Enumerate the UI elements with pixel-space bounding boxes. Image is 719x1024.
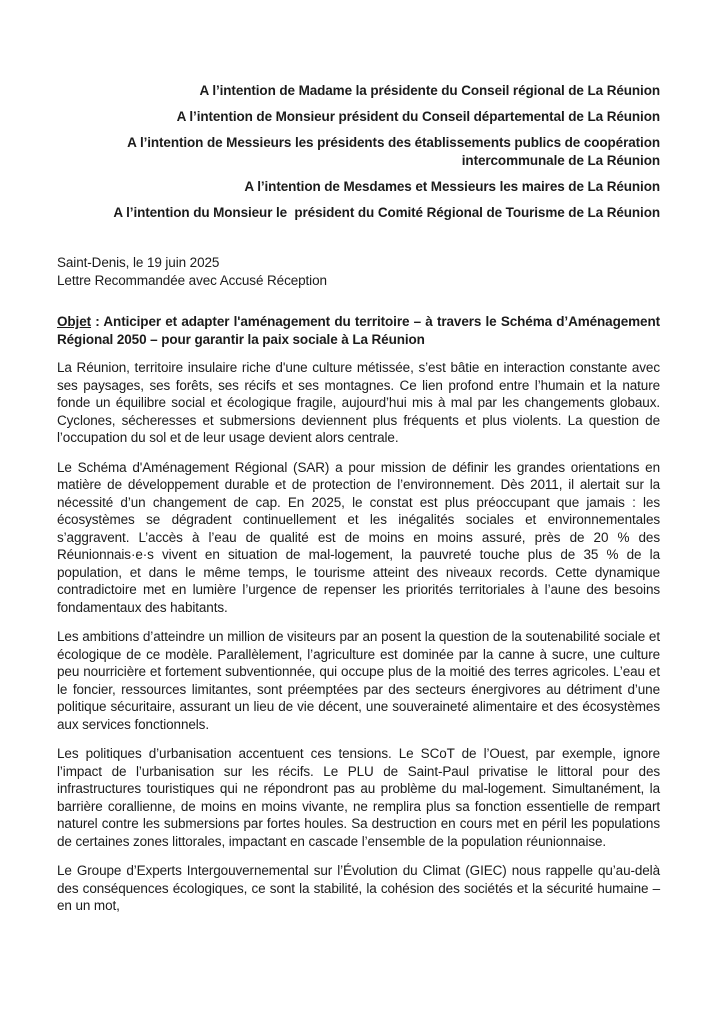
paragraph-4: Les politiques d’urbanisation accentuent ces tensions. Le SCoT de l’Ouest, par exemple, ignore l’impact de l’urbanisation sur les récifs. Le PLU de Saint-Paul privatise le littoral pour des infrastructures touristiques qui ne répondront pas au problème du mal-logement. Simultanément, la barrière corallienne, de moins en moins vivante, ne remplira plus sa fonction essentielle de rempart naturel contre les submersions par fortes houles. Sa destruction en cours met en péril les populations de certaines zones littorales, impactant en cascade l’ensemble de la population réunionnaise. [57, 746, 660, 849]
mail-type-line: Lettre Recommandée avec Accusé Réception [57, 273, 327, 288]
place-date-line: Saint-Denis, le 19 juin 2025 [57, 255, 220, 270]
subject-line [57, 313, 660, 349]
recipient-line-1: A l’intention de Madame la présidente du Conseil régional de La Réunion [199, 83, 660, 98]
letter-meta [57, 254, 660, 290]
letter-body [57, 359, 660, 915]
subject-label: Objet [57, 314, 92, 329]
recipient-line-5: A l’intention du Monsieur le président du Comité Régional de Tourisme de La Réunion [113, 205, 660, 220]
paragraph-3: Les ambitions d’atteindre un million de visiteurs par an posent la question de la soutenabilité sociale et écologique de ce modèle. Parallèlement, l’agriculture est dominée par la canne à sucre, une culture peu nourricière et fortement subventionnée, qui occupe plus de la moitié des terres agricoles. L’eau et le foncier, ressources limitantes, sont préemptées par des secteurs énergivores au détriment d’une politique sécuritaire, assurant un lieu de vie décent, une souveraineté alimentaire et des écosystèmes aux services fonctionnels. [57, 629, 660, 732]
recipient-block [57, 82, 664, 222]
paragraph-2: Le Schéma d'Aménagement Régional (SAR) a pour mission de définir les grandes orientations en matière de développement durable et de protection de l’environnement. Dès 2011, il alertait sur la nécessité d’un changement de cap. En 2025, le constat est plus préoccupant que jamais : les écosystèmes se dégradent continuellement et les inégalités sociales et environnementales s’aggravent. L’accès à l’eau de qualité est de moins en moins assuré, près de 20 % des Réunionnais·e·s vivent en situation de mal-logement, la pauvreté touche plus de 35 % de la population, et dans le même temps, le tourisme atteint des niveaux records. Cette dynamique contradictoire met en lumière l’urgence de repenser les priorités territoriales à l’aune des besoins fondamentaux des habitants. [57, 459, 660, 615]
paragraph-1: La Réunion, territoire insulaire riche d'une culture métissée, s’est bâtie en interaction constante avec ses paysages, ses forêts, ses récifs et ses montagnes. Ce lien profond entre l’humain et la nature fonde un équilibre social et écologique fragile, aujourd’hui mis à mal par les changements globaux. Cyclones, sécheresses et submersions deviennent plus fréquents et plus violents. La question de l’occupation du sol et de leur usage devient alors centrale. [57, 360, 660, 445]
recipient-line-3: A l’intention de Messieurs les présidents des établissements publics de coopération intercommunale de La Réunion [127, 135, 664, 168]
recipient-line-2: A l’intention de Monsieur président du Conseil départemental de La Réunion [176, 109, 660, 124]
recipient-line-4: A l’intention de Mesdames et Messieurs les maires de La Réunion [244, 179, 660, 194]
subject-text: : Anticiper et adapter l'aménagement du territoire – à travers le Schéma d’Aménagement Régional 2050 – pour garantir la paix sociale à La Réunion [57, 314, 660, 347]
paragraph-5: Le Groupe d’Experts Intergouvernemental sur l’Évolution du Climat (GIEC) nous rappelle qu’au-delà des conséquences écologiques, ce sont la stabilité, la cohésion des sociétés et la sécurité humaine – en un mot, [57, 863, 660, 913]
